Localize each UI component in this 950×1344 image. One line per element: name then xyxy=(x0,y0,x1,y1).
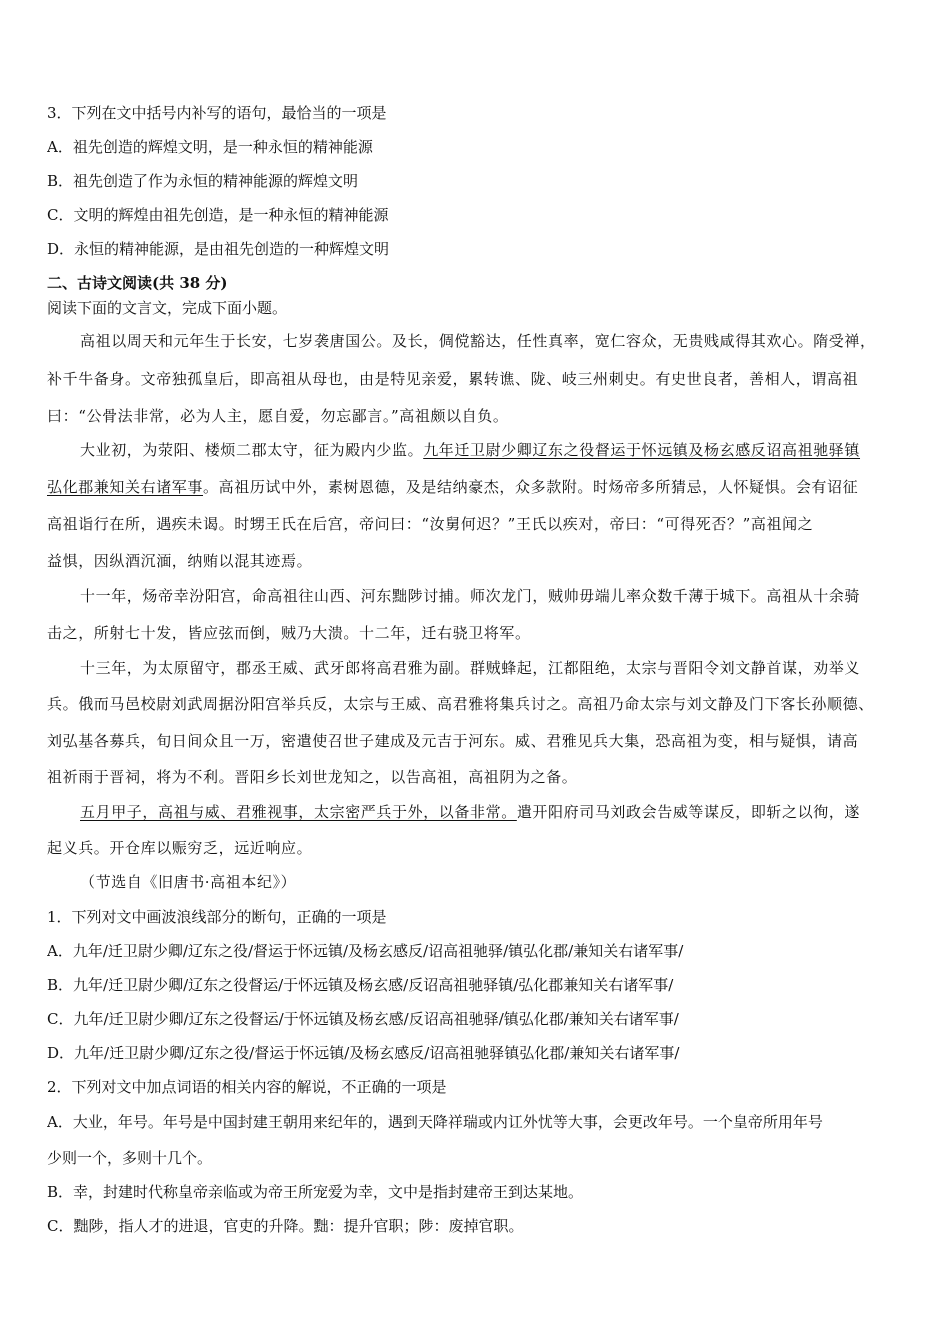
passage-p2-line1 xyxy=(80,440,909,460)
passage-p2-line4: 益惧，因纵酒沉湎，纳贿以混其迹焉。 xyxy=(47,552,313,570)
passage-p5-line2: 起义兵。开仓库以赈穷乏，远近响应。 xyxy=(47,839,313,857)
passage-p5-line1 xyxy=(80,802,909,822)
section-2-instruction: 阅读下面的文言文，完成下面小题。 xyxy=(47,299,288,317)
passage-p2-line3: 高祖诣行在所，遇疾未谒。时甥王氏在后宫，帝问曰：“汝舅何迟？”王氏以疾对，帝曰：“可得死否？”高祖闻之 xyxy=(47,515,814,533)
question-1-option-d: D．九年/迁卫尉少卿/辽东之役/督运于怀远镇/及杨玄感反/诏高祖驰驿镇弘化郡/兼知关右诸军事/ xyxy=(47,1044,680,1062)
question-3-option-d: D．永恒的精神能源，是由祖先创造的一种辉煌文明 xyxy=(47,240,390,258)
section-2-title: 二、古诗文阅读(共 38 分) xyxy=(47,274,228,292)
passage-p2-line2 xyxy=(47,477,909,497)
question-3-option-c: C．文明的辉煌由祖先创造，是一种永恒的精神能源 xyxy=(47,206,389,224)
passage-p4-line4: 祖祈雨于晋祠，将为不利。晋阳乡长刘世龙知之，以告高祖，高祖阴为之备。 xyxy=(47,768,578,786)
wavy-underline-segment-end: 弘化郡兼知关右诸军事 xyxy=(47,478,204,496)
question-3-option-a: A．祖先创造的辉煌文明，是一种永恒的精神能源 xyxy=(47,138,373,156)
passage-p1-line3: 曰：“公骨法非常，必为人主，愿自爱，勿忘鄙言。”高祖颇以自负。 xyxy=(47,407,509,425)
question-1-option-b: B．九年/迁卫尉少卿/辽东之役督运/于怀远镇及杨玄感/反诏高祖驰驿镇/弘化郡兼知关右诸军事/ xyxy=(47,976,674,994)
question-2-option-c: C．黜陟，指人才的进退，官吏的升降。黜：提升官职；陟：废掉官职。 xyxy=(47,1217,524,1235)
underlined-sentence: 五月甲子，高祖与威、君雅视事，太宗密严兵于外，以备非常。 xyxy=(80,803,517,821)
passage-p3-line2: 击之，所射七十发，皆应弦而倒，贼乃大溃。十二年，迁右骁卫将军。 xyxy=(47,624,531,642)
question-2-stem: 2．下列对文中加点词语的相关内容的解说，不正确的一项是 xyxy=(47,1078,447,1096)
passage-p2-text: 。高祖历试中外，素树恩德，及是结纳豪杰，众多款附。时炀帝多所猜忌，人怀疑惧。会有诏征 xyxy=(203,478,859,496)
question-2-option-a-line1: A．大业，年号。年号是中国封建王朝用来纪年的，遇到天降祥瑞或内讧外忧等大事，会更改年号。一个皇帝所用年号 xyxy=(47,1113,823,1131)
passage-p5-text: 遣开阳府司马刘政会告威等谋反，即斩之以徇，遂 xyxy=(516,803,861,821)
passage-p4-line2: 兵。俄而马邑校尉刘武周据汾阳宫举兵反，太宗与王威、高君雅将集兵讨之。高祖乃命太宗与刘文静及门下客长孙顺德、 xyxy=(47,695,874,713)
passage-source: （节选自《旧唐书·高祖本纪》） xyxy=(80,873,297,891)
question-2-option-b: B．幸，封建时代称皇帝亲临或为帝王所宠爱为幸，文中是指封建帝王到达某地。 xyxy=(47,1183,584,1201)
question-1-option-c: C．九年/迁卫尉少卿/辽东之役督运/于怀远镇及杨玄感/反诏高祖驰驿/镇弘化郡/兼知关右诸军事/ xyxy=(47,1010,679,1028)
question-3-option-b: B．祖先创造了作为永恒的精神能源的辉煌文明 xyxy=(47,172,359,190)
passage-p1-line1: 高祖以周天和元年生于长安，七岁袭唐国公。及长，倜傥豁达，任性真率，宽仁容众，无贵贱咸得其欢心。隋受禅， xyxy=(80,332,876,350)
passage-p4-line1: 十三年，为太原留守，郡丞王威、武牙郎将高君雅为副。群贼蜂起，江都阻绝，太宗与晋阳令刘文静首谋，劝举义 xyxy=(80,659,861,677)
passage-p2-text: 大业初，为荥阳、楼烦二郡太守，征为殿内少监。 xyxy=(80,441,424,459)
question-1-option-a: A．九年/迁卫尉少卿/辽东之役/督运于怀远镇/及杨玄感反/诏高祖驰驿/镇弘化郡/兼知关右诸军事/ xyxy=(47,942,684,960)
passage-p3-line1: 十一年，炀帝幸汾阳宫，命高祖往山西、河东黜陟讨捕。师次龙门，贼帅毋端儿率众数千薄于城下。高祖从十余骑 xyxy=(80,587,861,605)
question-3-stem: 3．下列在文中括号内补写的语句，最恰当的一项是 xyxy=(47,104,387,122)
passage-p4-line3: 刘弘基各募兵，旬日间众且一万，密遣使召世子建成及元吉于河东。威、君雅见兵大集，恐高祖为变，相与疑惧，请高 xyxy=(47,732,859,750)
question-1-stem: 1．下列对文中画波浪线部分的断句，正确的一项是 xyxy=(47,908,387,926)
passage-p1-line2: 补千牛备身。文帝独孤皇后，即高祖从母也，由是特见亲爱，累转谯、陇、岐三州刺史。有史世良者，善相人，谓高祖 xyxy=(47,370,859,388)
question-2-option-a-line2: 少则一个，多则十几个。 xyxy=(47,1149,213,1167)
wavy-underline-segment: 九年迁卫尉少卿辽东之役督运于怀远镇及杨玄感反诏高祖驰驿镇 xyxy=(423,441,861,459)
